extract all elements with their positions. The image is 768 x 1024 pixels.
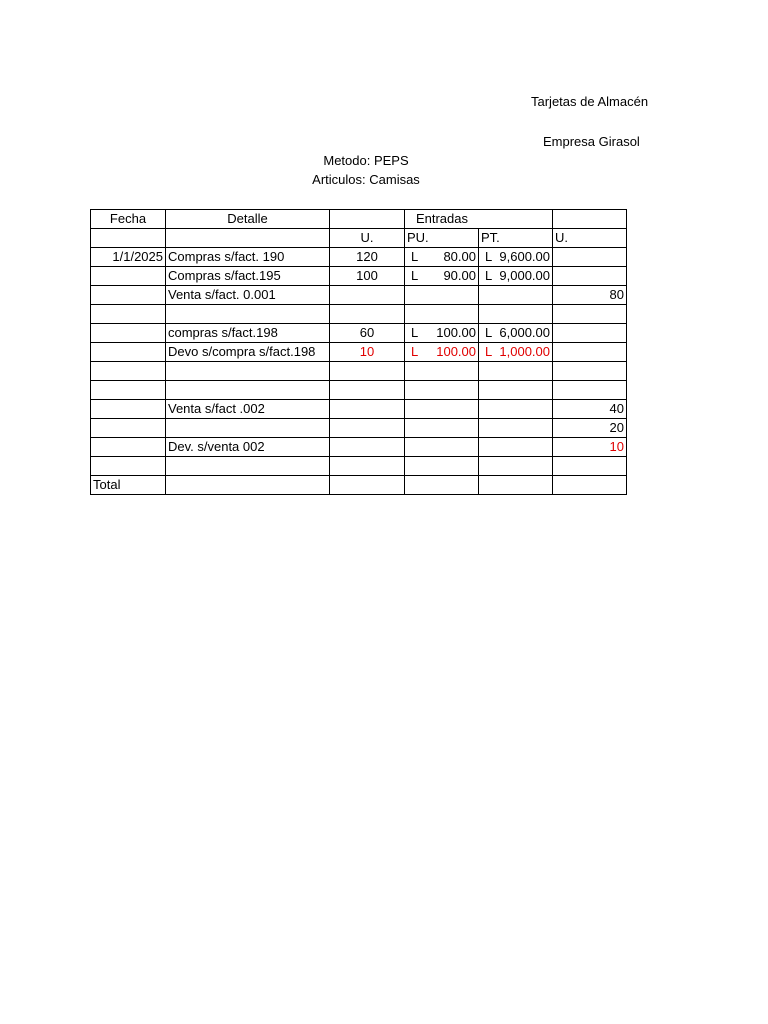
sub-pt-header: PT.: [479, 229, 553, 248]
table-row: [91, 343, 627, 362]
cell-total-price: [479, 267, 553, 286]
valuation-method: Metodo: PEPS: [323, 153, 409, 168]
table-row: [91, 438, 627, 457]
cell-detalle: Devo s/compra s/fact.198: [166, 343, 330, 362]
cell-total-price: [479, 419, 553, 438]
currency-symbol: L: [485, 249, 493, 264]
cell-detalle: Venta s/fact. 0.001: [166, 286, 330, 305]
amount-value: 6,000.00: [499, 325, 550, 340]
cell-units-out: 80: [553, 286, 627, 305]
cell-detalle: Compras s/fact. 190: [166, 248, 330, 267]
cell-unit-price: [405, 305, 479, 324]
cell-fecha: 1/1/2025: [91, 248, 166, 267]
cell-units-out: [553, 305, 627, 324]
table-row: [91, 286, 627, 305]
cell-empty: [166, 229, 330, 248]
cell-unit-price: [405, 381, 479, 400]
cell-fecha: [91, 419, 166, 438]
cell-total-price: [479, 457, 553, 476]
amount-value: 100.00: [436, 344, 476, 359]
cell-detalle: Dev. s/venta 002: [166, 438, 330, 457]
cell-fecha: [91, 324, 166, 343]
table-row: [91, 419, 627, 438]
sub-u-header: U.: [330, 229, 405, 248]
cell-detalle: [166, 419, 330, 438]
cell-fecha: [91, 362, 166, 381]
cell-units-in: [330, 362, 405, 381]
cell-detalle: Venta s/fact .002: [166, 400, 330, 419]
cell-total-price: [479, 324, 553, 343]
cell-units-out: [553, 343, 627, 362]
cell-unit-price: [405, 343, 479, 362]
cell-detalle: [166, 362, 330, 381]
cell-fecha: [91, 381, 166, 400]
currency-symbol: L: [411, 268, 419, 283]
cell-units-out: [553, 362, 627, 381]
currency-symbol: L: [411, 325, 419, 340]
currency-symbol: L: [485, 268, 493, 283]
amount-value: 1,000.00: [499, 344, 550, 359]
table-row: [91, 381, 627, 400]
table-row: [91, 362, 627, 381]
currency-symbol: L: [485, 325, 493, 340]
table-row: [91, 305, 627, 324]
cell-empty: [166, 476, 330, 495]
cell-unit-price: [405, 267, 479, 286]
sheet-title: Tarjetas de Almacén: [531, 94, 649, 109]
cell-fecha: [91, 343, 166, 362]
cell-total-price: [479, 286, 553, 305]
cell-units-in: [330, 438, 405, 457]
cell-units-in: 100: [330, 267, 405, 286]
cell-units-in: [330, 381, 405, 400]
currency-symbol: L: [411, 344, 419, 359]
cell-unit-price: [405, 438, 479, 457]
inventory-card-table: [90, 209, 627, 495]
cell-empty: [553, 476, 627, 495]
table-row: [91, 457, 627, 476]
cell-total-price: [479, 362, 553, 381]
cell-units-in: 120: [330, 248, 405, 267]
amount-value: 9,000.00: [499, 268, 550, 283]
col-entradas-header: Entradas: [415, 211, 469, 226]
cell-units-out: [553, 381, 627, 400]
cell-fecha: [91, 457, 166, 476]
cell-unit-price: [405, 419, 479, 438]
cell-total-price: [479, 400, 553, 419]
cell-units-in: [330, 286, 405, 305]
amount-value: 90.00: [443, 268, 476, 283]
cell-units-out: 20: [553, 419, 627, 438]
currency-symbol: L: [485, 344, 493, 359]
cell-units-out: [553, 267, 627, 286]
col-detalle-header: Detalle: [166, 210, 330, 229]
cell-units-in: 60: [330, 324, 405, 343]
cell-units-in: [330, 419, 405, 438]
sub-u2-header: U.: [553, 229, 627, 248]
cell-unit-price: [405, 362, 479, 381]
header-row: [91, 210, 627, 229]
cell-empty: [479, 476, 553, 495]
cell-unit-price: [405, 286, 479, 305]
cell-fecha: [91, 400, 166, 419]
cell-empty: [91, 229, 166, 248]
cell-fecha: [91, 438, 166, 457]
cell-units-out: 40: [553, 400, 627, 419]
cell-total-price: [479, 381, 553, 400]
cell-empty: [330, 476, 405, 495]
cell-unit-price: [405, 248, 479, 267]
items-label: Articulos: Camisas: [312, 172, 420, 187]
amount-value: 9,600.00: [499, 249, 550, 264]
subheader-row: [91, 229, 627, 248]
total-label: Total: [91, 476, 166, 495]
total-row: [91, 476, 627, 495]
cell-units-in: 10: [330, 343, 405, 362]
cell-detalle: Compras s/fact.195: [166, 267, 330, 286]
currency-symbol: L: [411, 249, 419, 264]
cell-fecha: [91, 267, 166, 286]
table-row: [91, 267, 627, 286]
col-entradas-header-cell: [405, 210, 479, 229]
cell-unit-price: [405, 400, 479, 419]
cell-total-price: [479, 343, 553, 362]
cell-total-price: [479, 305, 553, 324]
sub-pu-header: PU.: [405, 229, 479, 248]
cell-units-out: [553, 324, 627, 343]
cell-units-out: 10: [553, 438, 627, 457]
cell-empty: [330, 210, 405, 229]
cell-detalle: [166, 457, 330, 476]
cell-unit-price: [405, 324, 479, 343]
cell-detalle: [166, 305, 330, 324]
cell-detalle: compras s/fact.198: [166, 324, 330, 343]
cell-empty: [553, 210, 627, 229]
cell-total-price: [479, 248, 553, 267]
cell-units-in: [330, 400, 405, 419]
amount-value: 80.00: [443, 249, 476, 264]
cell-detalle: [166, 381, 330, 400]
cell-fecha: [91, 286, 166, 305]
table-row: [91, 400, 627, 419]
table-row: [91, 324, 627, 343]
cell-fecha: [91, 305, 166, 324]
cell-empty: [405, 476, 479, 495]
amount-value: 100.00: [436, 325, 476, 340]
cell-units-in: [330, 457, 405, 476]
cell-units-out: [553, 248, 627, 267]
cell-units-in: [330, 305, 405, 324]
col-fecha-header: Fecha: [91, 210, 166, 229]
cell-unit-price: [405, 457, 479, 476]
table-row: [91, 248, 627, 267]
company-name: Empresa Girasol: [543, 134, 640, 149]
cell-empty: [479, 210, 553, 229]
cell-units-out: [553, 457, 627, 476]
cell-total-price: [479, 438, 553, 457]
